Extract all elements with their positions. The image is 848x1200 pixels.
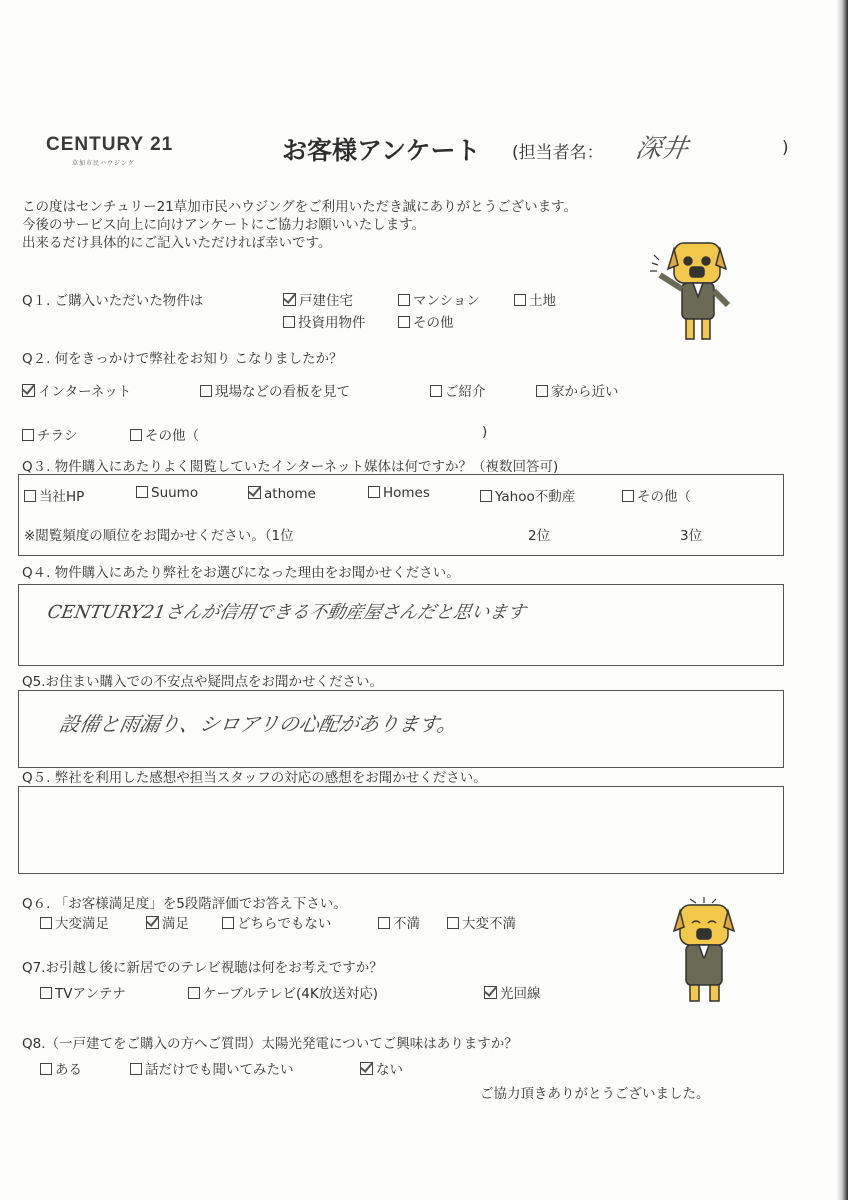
q7-option-cable[interactable]: ケーブルテレビ(4K放送対応) [188, 982, 378, 1002]
checkbox-checked[interactable] [22, 384, 35, 397]
checkbox[interactable] [40, 1063, 52, 1075]
q4-answer-handwritten: CENTURY21さんが信用できる不動産屋さんだと思います [45, 602, 528, 623]
q2-option-signboard[interactable]: 現場などの看板を見て [200, 380, 350, 400]
intro-line-2: 今後のサービス向上に向けアンケートにご協力お願いいたします。 [22, 217, 426, 233]
q2-option-near-home[interactable]: 家から近い [536, 380, 619, 400]
q7-label: Q7.お引越し後に新居でのテレビ視聴は何をお考えですか？ [22, 960, 383, 976]
checkbox[interactable] [368, 486, 380, 498]
checkbox[interactable] [22, 429, 34, 441]
staff-label-close: ) [782, 138, 789, 158]
q6-option-very-dissatisfied[interactable]: 大変不満 [447, 912, 516, 932]
q2-option-other[interactable]: その他（ [130, 424, 199, 444]
checkbox[interactable] [40, 987, 52, 999]
scan-edge-shadow [836, 0, 848, 1200]
intro-line-1: この度はセンチュリー21草加市民ハウジングをご利用いただき誠にありがとうございます。 [22, 199, 578, 215]
checkbox-checked[interactable] [484, 986, 497, 999]
q1-option-other[interactable]: その他 [398, 311, 454, 331]
checkbox[interactable] [622, 490, 634, 502]
checkbox[interactable] [447, 917, 459, 929]
checkbox-checked[interactable] [248, 486, 261, 499]
q3-label: Q３. 物件購入にあたりよく閲覧していたインターネット媒体は何ですか？（複数回答可) [22, 459, 559, 475]
logo-subtitle: 草加市民ハウジング [72, 160, 135, 167]
checkbox[interactable] [200, 385, 212, 397]
q1-option-house[interactable]: 戸建住宅 [283, 289, 353, 309]
q5a-answer-handwritten: 設備と雨漏り、シロアリの心配があります。 [57, 712, 460, 736]
checkbox[interactable] [130, 1063, 142, 1075]
q6-label: Q６. 「お客様満足度」を5段階評価でお答え下さい。 [22, 896, 347, 912]
q6-option-dissatisfied[interactable]: 不満 [378, 912, 420, 932]
checkbox[interactable] [136, 486, 148, 498]
staff-name-handwritten: 深井 [633, 134, 690, 164]
q5b-answer-box[interactable] [18, 786, 784, 874]
checkbox[interactable] [24, 490, 36, 502]
mascot-dog-bowing [670, 895, 740, 1005]
mascot-dog-pointing [648, 235, 748, 345]
q4-answer-box[interactable] [18, 584, 784, 666]
checkbox[interactable] [283, 316, 295, 328]
q5b-label: Q５. 弊社を利用した感想や担当スタッフの対応の感想をお聞かせください。 [22, 770, 487, 786]
q3-option-other[interactable]: その他（ [622, 485, 691, 505]
q2-option-referral[interactable]: ご紹介 [430, 380, 486, 400]
checkbox[interactable] [398, 316, 410, 328]
q3-option-yahoo[interactable]: Yahoo不動産 [480, 485, 575, 505]
q6-option-very-satisfied[interactable]: 大変満足 [40, 912, 109, 932]
checkbox[interactable] [378, 917, 390, 929]
q7-option-antenna[interactable]: TVアンテナ [40, 982, 126, 1002]
q4-label: Q４. 物件購入にあたり弊社をお選びになった理由をお聞かせください。 [22, 565, 460, 581]
q5a-label: Q5.お住まい購入での不安点や疑問点をお聞かせください。 [22, 674, 384, 690]
q7-option-fiber[interactable]: 光回線 [484, 982, 541, 1002]
q1-option-investment[interactable]: 投資用物件 [283, 311, 366, 331]
checkbox[interactable] [430, 385, 442, 397]
q1-option-land[interactable]: 土地 [514, 289, 556, 309]
q2-label: Q２. 何をきっかけで弊社をお知り こなりましたか？ [22, 351, 343, 367]
q3-option-homes[interactable]: Homes [368, 485, 430, 501]
checkbox[interactable] [514, 294, 526, 306]
q2-other-close: ) [482, 424, 488, 440]
q3-option-athome[interactable]: athome [248, 485, 316, 502]
q1-option-mansion[interactable]: マンション [398, 289, 480, 309]
checkbox[interactable] [398, 294, 410, 306]
checkbox-checked[interactable] [360, 1062, 373, 1075]
checkbox[interactable] [130, 429, 142, 441]
q8-label: Q8.（一戸建てをご購入の方へご質問）太陽光発電についてご興味はありますか？ [22, 1036, 518, 1052]
checkbox[interactable] [536, 385, 548, 397]
q1-label: Q１. ご購入いただいた物件は [22, 293, 204, 309]
thank-you-message: ご協力頂きありがとうございました。 [480, 1086, 710, 1102]
q3-option-company-hp[interactable]: 当社HP [24, 485, 84, 505]
q6-option-satisfied[interactable]: 満足 [146, 912, 189, 932]
page-title: お客様アンケート [282, 136, 481, 165]
q8-option-no[interactable]: ない [360, 1058, 403, 1078]
q2-option-internet[interactable]: インターネット [22, 380, 131, 400]
intro-line-3: 出来るだけ具体的にご記入いただければ幸いです。 [22, 235, 332, 251]
staff-label: (担当者名： [512, 143, 604, 163]
century21-logo: CENTURY 21 [46, 134, 174, 155]
q6-option-neutral[interactable]: どちらでもない [222, 912, 331, 932]
checkbox-checked[interactable] [146, 916, 159, 929]
q8-option-yes[interactable]: ある [40, 1058, 82, 1078]
checkbox[interactable] [188, 987, 200, 999]
checkbox[interactable] [480, 490, 492, 502]
q3-option-suumo[interactable]: Suumo [136, 485, 198, 501]
q3-rank-2: 2位 [528, 528, 551, 544]
q3-rank-note: ※閲覧頻度の順位をお聞かせください。（1位 [24, 528, 294, 544]
checkbox[interactable] [222, 917, 234, 929]
checkbox[interactable] [40, 917, 52, 929]
q8-option-hear-more[interactable]: 話だけでも聞いてみたい [130, 1058, 294, 1078]
q2-option-flyer[interactable]: チラシ [22, 424, 78, 444]
q3-rank-3: 3位 [680, 528, 703, 544]
checkbox-checked[interactable] [283, 293, 296, 306]
